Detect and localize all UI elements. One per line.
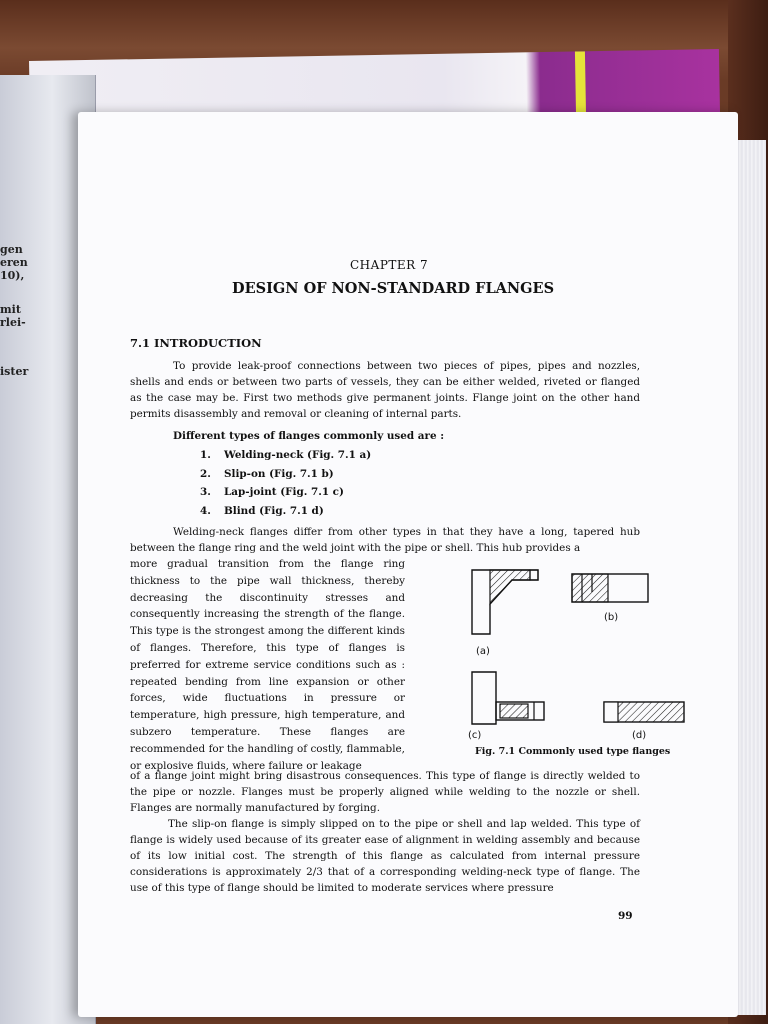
page-number: 99 [618, 910, 633, 922]
types-intro: Different types of flanges commonly used are : [173, 430, 445, 442]
book-page [78, 112, 738, 1017]
figure-caption: Fig. 7.1 Commonly used type flanges [475, 746, 671, 757]
flange-types-list [200, 446, 371, 520]
flange-d-label: (d) [632, 730, 647, 741]
flange-figure [460, 554, 700, 764]
flange-b-drawing [572, 574, 648, 602]
flange-d-drawing [604, 702, 684, 722]
welding-neck-paragraph-end: of a flange joint might bring disastrous consequences. This type of flange is directly welded to the pipe or nozzle. Flanges must be properly aligned while welding to the nozzle or shell. Flanges are normally manufactured by forging. [130, 770, 640, 814]
chapter-title: DESIGN OF NON-STANDARD FLANGES [232, 280, 555, 297]
list-item: 2. Slip-on (Fig. 7.1 b) [200, 467, 334, 480]
flange-a-drawing [472, 570, 538, 634]
left-page-fragment: gen eren 10), [0, 243, 28, 282]
left-page-fragment: ister [0, 365, 29, 378]
list-item: 3. Lap-joint (Fig. 7.1 c) [200, 486, 344, 498]
chapter-label: CHAPTER 7 [350, 258, 429, 272]
flange-c-drawing [472, 672, 544, 724]
welding-neck-paragraph: Welding-neck flanges differ from other types in that they have a long, tapered hub between the flange ring and the weld joint with the pipe or shell. This hub provides a [130, 526, 640, 554]
section-heading: 7.1 INTRODUCTION [130, 336, 262, 350]
slip-on-paragraph: The slip-on flange is simply slipped on to the pipe or shell and lap welded. This type of flange is widely used because of its greater ease of alignment in welding assembly and because of its low initial cost. The strength of this flange as calculated from internal pressure considerations is approximately 2/3 that of a corresponding welding-neck type of flange. The use of this type of flange should be limited to moderate services where pressure [130, 818, 640, 894]
list-item: 1. Welding-neck (Fig. 7.1 a) [200, 449, 372, 461]
welding-neck-paragraph-wrap: more gradual transition from the flange ring thickness to the pipe wall thickness, thereby decreasing the discontinuity stresses and consequently increasing the strength of the flange. This type is the strongest among the different kinds of flanges. Therefore, this type of flanges is preferred for extreme service conditions such as : repeated bending from line expansion or other forces, wide fluctuations in pressure or temperature, high pressure, high temperature, and subzero temperature. These flanges are recommended for the handling of costly, flammable, or explosive fluids, where failure or leakage [130, 558, 405, 772]
list-item: 4. Blind (Fig. 7.1 d) [200, 504, 324, 517]
flange-a-label: (a) [476, 646, 490, 657]
intro-paragraph: To provide leak-proof connections between two pieces of pipes, pipes and nozzles, shells and ends or between two parts of vessels, they can be either welded, riveted or flanged as the case may be. First two methods give permanent joints. Flange joint on the other hand permits disassembly and removal or cleaning of internal parts. [130, 360, 640, 420]
flange-b-label: (b) [604, 612, 619, 623]
page-stack-edge [735, 140, 766, 1015]
flange-c-label: (c) [468, 730, 482, 741]
left-page-fragment: mit rlei- [0, 303, 26, 329]
